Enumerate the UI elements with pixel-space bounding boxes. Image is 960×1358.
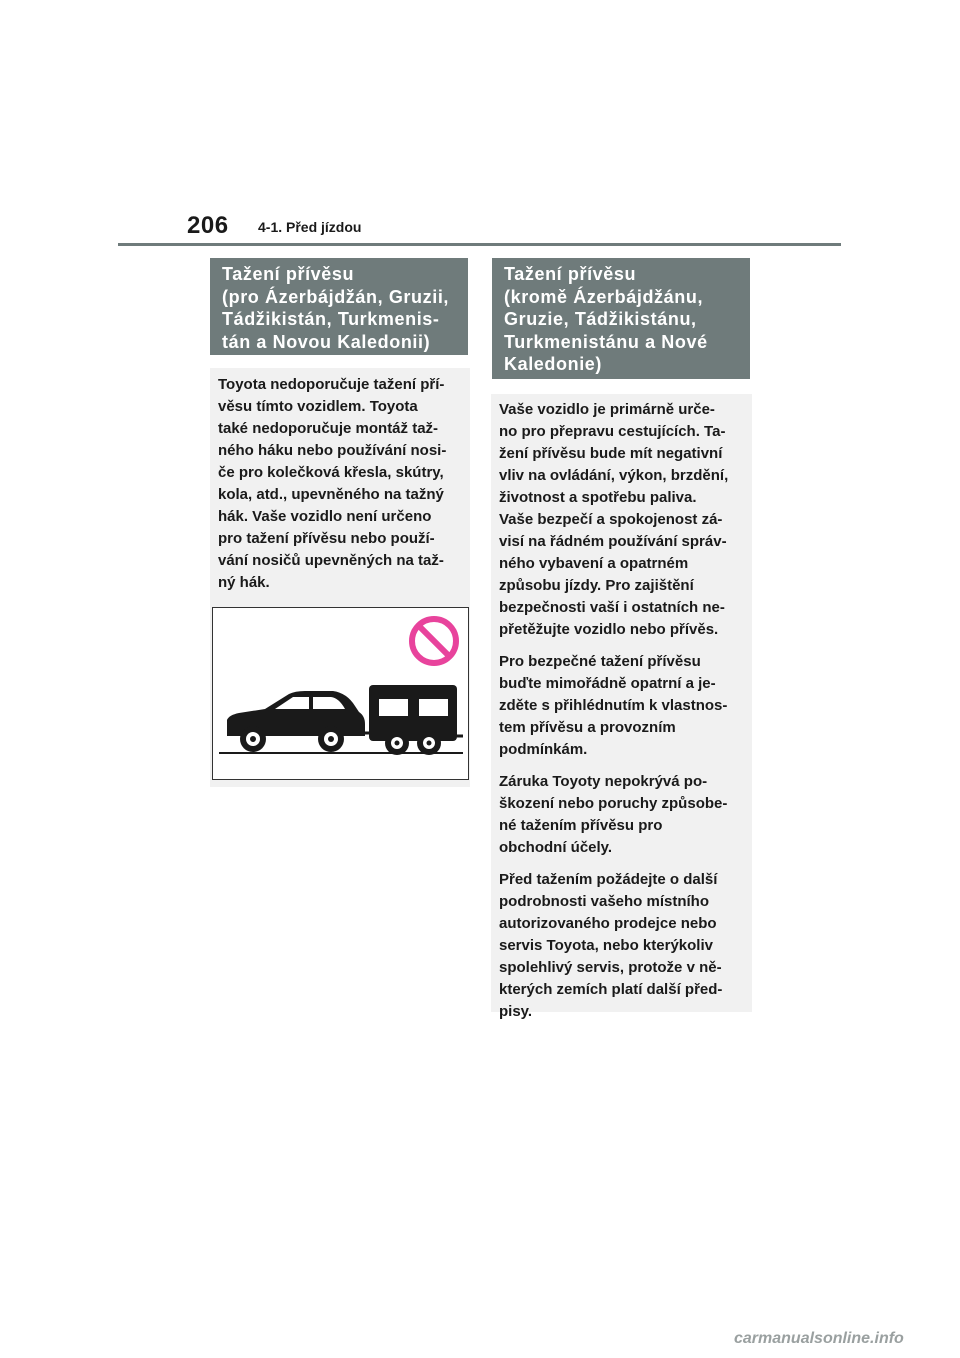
page-number: 206 [187,212,229,239]
car-icon [227,691,365,752]
header-rule [118,243,841,246]
right-content-box [491,394,752,1020]
right-paragraph-3: Záruka Toyoty nepokrývá po- škození nebo poruchy způsobe- né tažením přívěsu pro obchodní účely. [499,773,728,856]
left-title: Tažení přívěsu (pro Ázerbájdžán, Gruzii, Tádžikistán, Turkmenis- tán a Novou Kaledonii) [210,258,468,355]
prohibition-icon [412,619,456,663]
right-paragraph-4: Před tažením požádejte o další podrobnosti vašeho místního autorizovaného prodejce nebo servis Toyota, nebo kterýkoliv spolehlivý servis, protože v ně- kterých zemích platí další před- pisy. [499,871,723,1020]
right-paragraph-1: Vaše vozidlo je primárně urče- no pro přepravu cestujících. Ta- žení přívěsu bude mít negativní vliv na ovládání, výkon, brzdění, životnost a spotřebu paliva. Vaše bezpečí a spokojenost zá- visí na řádném používání správ- ného vybavení a opatrném způsobu jízdy. Pro zajištění bezpečnosti vaší i ostatních ne- přetěžujte vozidlo nebo přívěs. [499,401,729,638]
car-trailer-drawing [213,608,468,779]
right-title: Tažení přívěsu (kromě Ázerbájdžánu, Gruzie, Tádžikistánu, Turkmenistánu a Nové Kaledonie) [492,258,750,379]
no-towing-illustration [212,607,469,780]
trailer-icon [369,685,463,755]
watermark: carmanualsonline.info [734,1330,904,1347]
section-header: 4-1. Před jízdou [258,219,362,235]
left-paragraph: Toyota nedoporučuje tažení pří- věsu tímto vozidlem. Toyota také nedoporučuje montáž taž- ného háku nebo používání nosi- če pro kolečková křesla, skútry, kola, atd., upevněného na tažný hák. Vaše vozidlo není určeno pro tažení přívěsu nebo použí- vání nosičů upevněných na taž- ný hák. [218,376,447,591]
right-paragraph-2: Pro bezpečné tažení přívěsu buďte mimořádně opatrní a je- zděte s přihlédnutím k vlastnos- tem přívěsu a provozním podmínkám. [499,653,728,758]
